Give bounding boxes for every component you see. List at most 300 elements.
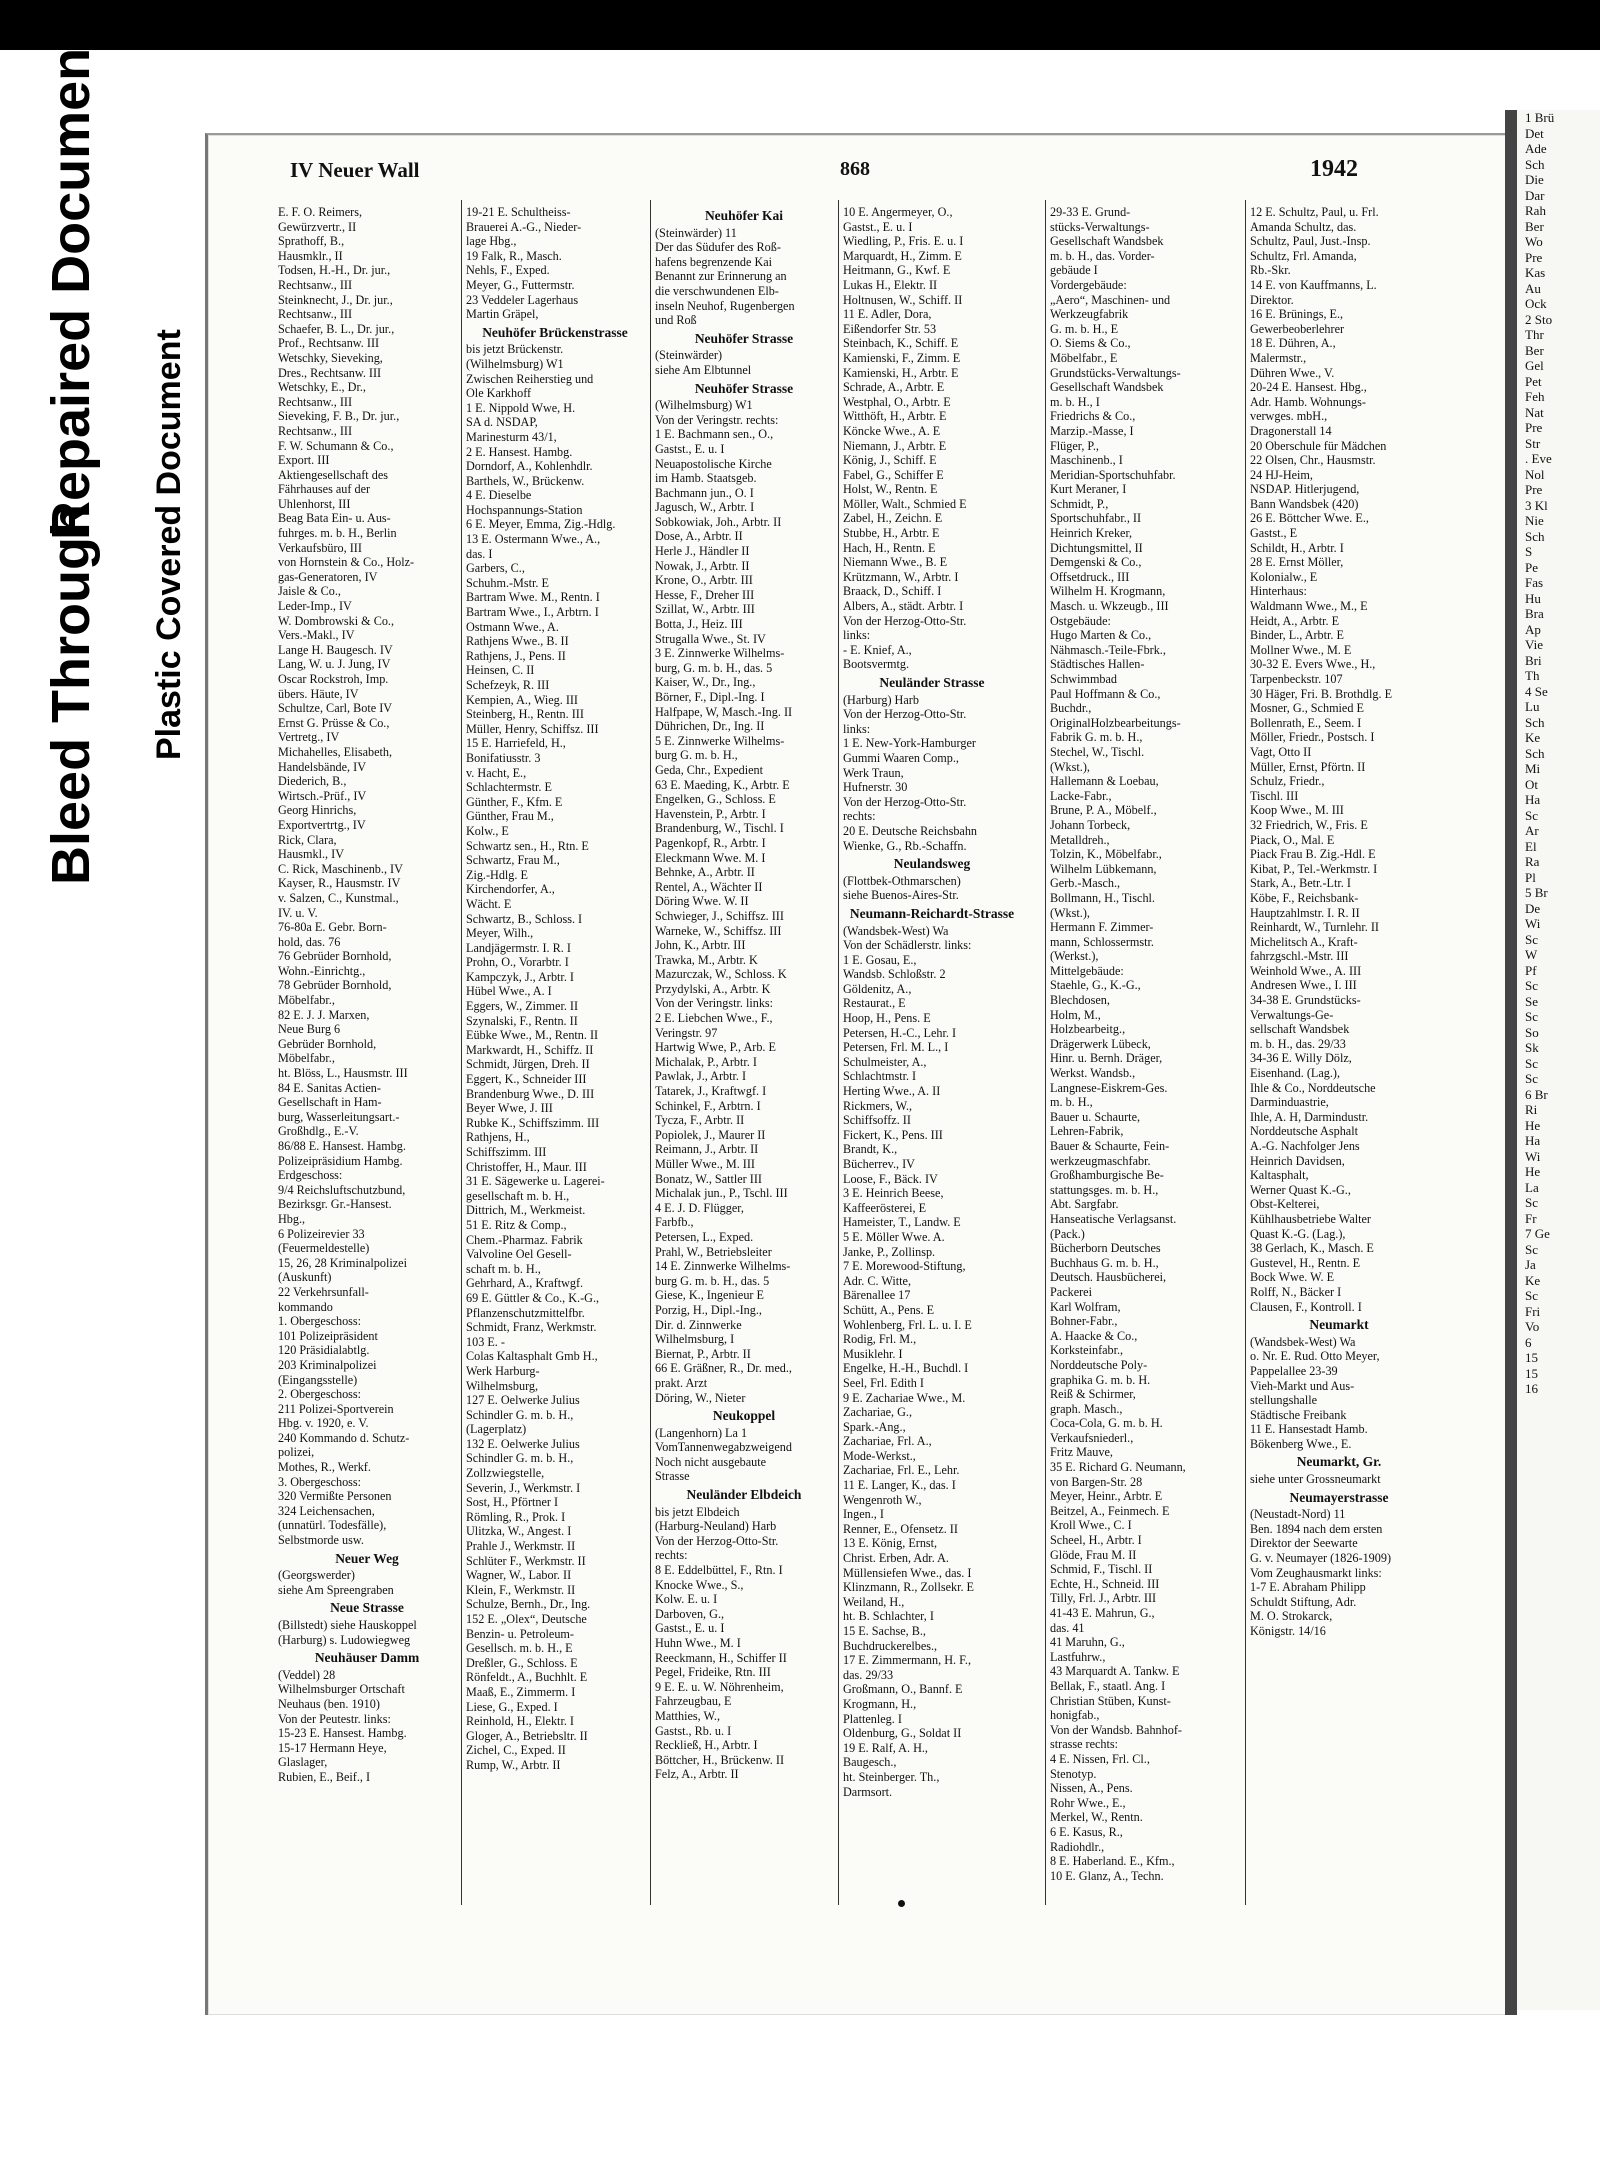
adjacent-page-line: Nat	[1525, 404, 1544, 420]
directory-entry-line: Ihle & Co., Norddeutsche	[1250, 1080, 1376, 1095]
directory-entry-line: Pagenkopf, R., Arbtr. I	[655, 835, 766, 850]
street-heading: Neuer Weg	[335, 1550, 399, 1566]
directory-entry-line: Kibat, P., Tel.-Werkmstr. I	[1250, 861, 1378, 876]
directory-entry-line: Radiohdlr.,	[1050, 1839, 1105, 1854]
directory-entry-line: Mosner, G., Schmied E	[1250, 701, 1364, 716]
directory-entry-line: Uhlenhorst, III	[278, 496, 351, 511]
directory-entry-line: Koop Wwe., M. III	[1250, 803, 1344, 818]
directory-entry-line: Von der Schädlerstr. links:	[843, 938, 972, 953]
directory-entry-line: Rechtsanw., III	[278, 394, 352, 409]
directory-entry-line: Bauer u. Schaurte,	[1050, 1109, 1141, 1124]
directory-entry-line: Rathjens, J., Pens. II	[466, 648, 566, 663]
directory-entry-line: Schiffsoffz. II	[843, 1113, 911, 1128]
column-rule	[461, 200, 462, 1905]
directory-entry-line: 26 E. Böttcher Wwe. E.,	[1250, 511, 1369, 526]
directory-entry-line: Janke, P., Zollinsp.	[843, 1244, 936, 1259]
directory-entry-line: Vieh-Markt und Aus-	[1250, 1378, 1355, 1393]
directory-entry-line: Schindler G. m. b. H.,	[466, 1451, 574, 1466]
directory-entry-line: O. Siems & Co.,	[1050, 336, 1131, 351]
directory-entry-line: Piack Frau B. Zig.-Hdl. E	[1250, 847, 1376, 862]
directory-entry-line: Lacke-Fabr.,	[1050, 788, 1112, 803]
adjacent-page-line: Sk	[1525, 1040, 1539, 1055]
directory-entry-line: Lastfuhrw.,	[1050, 1649, 1106, 1664]
adjacent-page-line: De	[1525, 900, 1541, 916]
directory-entry-line: schaft m. b. H.,	[466, 1261, 541, 1276]
directory-entry-line: 78 Gebrüder Bornhold,	[278, 978, 392, 993]
directory-entry-line: Schultze, Carl, Bote IV	[278, 701, 393, 716]
adjacent-page-line: 15	[1525, 1365, 1538, 1381]
directory-entry-line: Restaurat., E	[843, 996, 906, 1011]
adjacent-page-line: Wi	[1525, 916, 1541, 931]
directory-entry-line: 11 E. Hansestadt Hamb.	[1250, 1422, 1368, 1437]
directory-entry-line: Merkel, W., Rentn.	[1050, 1810, 1143, 1825]
directory-entry-line: Engelke, H.-H., Buchdl. I	[843, 1361, 969, 1376]
directory-entry-line: Eggert, K., Schneider III	[466, 1072, 587, 1087]
directory-entry-line: Neue Burg 6	[278, 1022, 341, 1037]
directory-entry-line: Gastst., E. u. I	[655, 441, 725, 456]
scan-border-top	[0, 0, 1600, 50]
adjacent-page-line: Pre	[1525, 420, 1543, 435]
directory-entry-line: Michalak jun., P., Tschl. III	[655, 1186, 788, 1201]
directory-entry-line: Tarpenbeckstr. 107	[1250, 672, 1343, 686]
directory-entry-line: Michelitsch A., Kraft-	[1250, 934, 1358, 949]
directory-entry-line: Hach, H., Rentn. E	[843, 540, 936, 555]
directory-entry-line: Popiolek, J., Maurer II	[655, 1127, 766, 1142]
directory-entry-line: Günther, F., Kfm. E	[466, 794, 563, 809]
directory-entry-line: Werk Harburg-	[466, 1363, 540, 1378]
directory-entry-line: Mothes, R., Werkf.	[278, 1460, 371, 1475]
directory-entry-line: Tischl. III	[1250, 788, 1299, 803]
directory-entry-line: Krützmann, W., Arbtr. I	[843, 569, 959, 584]
directory-entry-line: Lehren-Fabrik,	[1050, 1124, 1124, 1139]
directory-entry-line: (unnatürl. Todesfälle),	[278, 1518, 387, 1533]
directory-entry-line: Werkst. Wandsb.,	[1050, 1066, 1136, 1081]
directory-entry-line: Wengenroth W.,	[843, 1492, 922, 1507]
adjacent-page-line: Ar	[1525, 823, 1539, 838]
directory-entry-line: Schwartz, B., Schloss. I	[466, 911, 583, 926]
directory-entry-line: Bohner-Fabr.,	[1050, 1314, 1118, 1329]
adjacent-page-line: 4 Se	[1525, 683, 1548, 699]
directory-entry-line: Tycza, F., Arbtr. II	[655, 1113, 745, 1128]
directory-entry-line: Holzbearbeitg.,	[1050, 1022, 1126, 1037]
directory-entry-line: Neuapostolische Kirche	[655, 456, 772, 471]
directory-entry-line: Böttcher, H., Brückenw. II	[655, 1752, 785, 1767]
directory-entry-line: Trawka, M., Arbtr. K	[655, 952, 758, 967]
directory-entry-line: Holtnusen, W., Schiff. II	[843, 292, 963, 307]
adjacent-page-line: Die	[1525, 172, 1544, 187]
directory-entry-line: Hbg. v. 1920, e. V.	[278, 1416, 369, 1431]
directory-entry-line: 127 E. Oelwerke Julius	[466, 1393, 580, 1408]
adjacent-page-line: Sch	[1525, 714, 1545, 730]
directory-entry-line: Gloger, A., Betriebsltr. II	[466, 1728, 588, 1743]
directory-entry-line: Reckließ, H., Arbtr. I	[655, 1738, 758, 1753]
adjacent-page-line: Kas	[1525, 265, 1546, 280]
adjacent-page-line: Bra	[1525, 606, 1544, 621]
adjacent-page-line: Pre	[1525, 249, 1543, 265]
directory-entry-line: Mittelgebäude:	[1050, 963, 1124, 978]
directory-entry-line: Packerei	[1050, 1284, 1092, 1299]
directory-entry-line: Von der Veringstr. links:	[655, 996, 774, 1011]
directory-entry-line: Zig.-Hdlg. E	[466, 867, 528, 882]
directory-entry-line: Stechel, W., Tischl.	[1050, 744, 1145, 759]
directory-entry-line: Hallemann & Loebau,	[1050, 774, 1159, 789]
directory-entry-line: G. v. Neumayer (1826-1909)	[1250, 1551, 1392, 1566]
directory-entry-line: stattungsges. m. b. H.,	[1050, 1182, 1159, 1197]
adjacent-page-line: Ot	[1525, 776, 1538, 792]
directory-entry-line: burg, G. m. b. H., das. 5	[655, 660, 773, 675]
directory-entry-line: Bonatz, W., Sattler III	[655, 1171, 762, 1186]
section-title: IV Neuer Wall	[290, 158, 420, 182]
directory-entry-line: Gerb.-Masch.,	[1050, 876, 1121, 891]
street-heading: Neumann-Reichardt-Strasse	[849, 905, 1015, 921]
adjacent-page-line: Nol	[1525, 466, 1545, 482]
directory-entry-line: hafens begrenzende Kai	[655, 254, 773, 269]
adjacent-page-line: Det	[1525, 125, 1544, 141]
directory-entry-line: Der das Südufer des Roß-	[655, 240, 781, 255]
directory-entry-line: Schlüter F., Werkmstr. II	[466, 1553, 586, 1568]
directory-entry-line: Bärenallee 17	[843, 1288, 911, 1303]
directory-entry-line: Schulze, Bernh., Dr., Ing.	[466, 1597, 591, 1612]
directory-entry-line: Szillat, W., Arbtr. III	[655, 602, 755, 617]
directory-entry-line: 31 E. Sägewerke u. Lagerei-	[466, 1174, 605, 1189]
directory-entry-line: Dichtungsmittel, II	[1050, 540, 1143, 555]
directory-entry-line: Zachariae, Frl. A.,	[843, 1434, 932, 1449]
directory-entry-line: Huhn Wwe., M. I	[655, 1636, 741, 1650]
directory-entry-line: Petersen, L., Exped.	[655, 1229, 754, 1244]
directory-entry-line: Schrade, A., Arbtr. E	[843, 380, 945, 395]
adjacent-page-line: Ade	[1525, 141, 1547, 156]
directory-entry-line: Handelsbände, IV	[278, 759, 366, 774]
column-rule	[1245, 200, 1246, 1905]
directory-entry-line: Grundstücks-Verwaltungs-	[1050, 365, 1181, 380]
page-header	[290, 150, 1410, 186]
directory-entry-line: (Steinwärder) 11	[655, 225, 737, 240]
directory-entry-line: 28 E. Ernst Möller,	[1250, 555, 1344, 570]
directory-entry-line: Glöde, Frau M. II	[1050, 1547, 1137, 1562]
directory-entry-line: 32 Friedrich, W., Fris. E	[1250, 817, 1368, 832]
directory-entry-line: Städtisches Hallen-	[1050, 657, 1145, 672]
directory-entry-line: Export. III	[278, 453, 330, 468]
directory-entry-line: 15-23 E. Hansest. Hambg.	[278, 1726, 407, 1741]
ink-dot	[898, 1900, 905, 1907]
directory-entry-line: Musiklehr. I	[843, 1346, 903, 1361]
directory-entry-line: Oldenburg, G., Soldat II	[843, 1726, 962, 1741]
directory-entry-line: 20 E. Deutsche Reichsbahn	[843, 823, 978, 838]
directory-entry-line: Zabel, H., Zeichn. E	[843, 511, 943, 526]
directory-entry-line: Benzin- u. Petroleum-	[466, 1626, 574, 1641]
directory-entry-line: Schuhm.-Mstr. E	[466, 575, 549, 590]
directory-entry-line: Zwischen Reiherstieg und	[466, 371, 594, 386]
directory-entry-line: (Wkst.),	[1050, 759, 1090, 774]
adjacent-page-line: Vie	[1525, 637, 1543, 652]
directory-entry-line: lage Hbg.,	[466, 234, 517, 249]
directory-entry-line: Andresen Wwe., I. III	[1250, 978, 1357, 993]
directory-entry-line: Klinzmann, R., Zollsekr. E	[843, 1580, 974, 1595]
directory-entry-line: Hausmklr., II	[278, 248, 343, 263]
adjacent-page-line: Nie	[1525, 513, 1544, 528]
directory-entry-line: (Georgswerder)	[278, 1568, 355, 1583]
directory-entry-line: Hermann F. Zimmer-	[1050, 920, 1154, 935]
directory-entry-line: Pflanzenschutzmittelfbr.	[466, 1305, 585, 1320]
directory-entry-line: Hugo Marten & Co.,	[1050, 628, 1152, 643]
adjacent-page-line: He	[1525, 1117, 1541, 1133]
directory-entry-line: Quast K.-G. (Lag.),	[1250, 1226, 1346, 1241]
adjacent-page-line: Th	[1525, 668, 1540, 683]
directory-entry-line: 101 Polizeipräsident	[278, 1328, 378, 1343]
directory-entry-line: Pawlak, J., Arbtr. I	[655, 1069, 747, 1084]
adjacent-page-line: Sc	[1525, 1241, 1538, 1257]
directory-entry-line: Mazurczak, W., Schloss. K	[655, 967, 787, 982]
directory-entry-line: Kamienski, H., Arbtr. E	[843, 365, 959, 380]
directory-entry-line: Niemann, J., Arbtr. E	[843, 438, 947, 453]
directory-entry-line: Wetschky, E., Dr.,	[278, 380, 366, 395]
directory-entry-line: Schiffszimm. III	[466, 1145, 547, 1159]
directory-entry-line: Rönfeldt., A., Buchhlt. E	[466, 1670, 588, 1685]
directory-entry-line: Gustevel, H., Rentn. E	[1250, 1255, 1361, 1270]
directory-entry-line: Plattenleg. I	[843, 1711, 902, 1726]
adjacent-page-line: Hu	[1525, 590, 1541, 606]
directory-entry-line: Petersen, Frl. M. L., I	[843, 1040, 949, 1055]
directory-entry-line: Kühlhausbetriebe Walter	[1250, 1211, 1371, 1226]
directory-entry-line: Flüger, P.,	[1050, 438, 1099, 453]
column-4	[843, 205, 1021, 1905]
adjacent-page-line: Sc	[1525, 1009, 1538, 1024]
directory-entry-line: 211 Polizei-Sportverein	[278, 1401, 394, 1416]
adjacent-page-line: Sc	[1525, 931, 1538, 947]
directory-entry-line: Buchdruckerelbes.,	[843, 1638, 938, 1653]
directory-entry-line: Garbers, C.,	[466, 561, 525, 576]
directory-entry-line: Hochspannungs-Station	[466, 502, 583, 517]
directory-entry-line: burg G. m. b. H.,	[655, 748, 738, 763]
directory-entry-line: 20-24 E. Hansest. Hbg.,	[1250, 380, 1367, 395]
directory-entry-line: von Hornstein & Co., Holz-	[278, 555, 415, 570]
directory-entry-line: Pappelallee 23-39	[1250, 1363, 1338, 1378]
directory-entry-line: Petersen, H.-C., Lehr. I	[843, 1025, 957, 1040]
street-heading: Neuhäuser Damm	[314, 1650, 420, 1666]
adjacent-page-line: Bri	[1525, 652, 1542, 668]
directory-entry-line: (Harburg-Neuland) Harb	[655, 1519, 777, 1534]
directory-entry-line: Krogmann, H.,	[843, 1696, 917, 1711]
directory-entry-line: 43 Marquardt A. Tankw. E	[1050, 1664, 1180, 1679]
directory-entry-line: Exportvertrtg., IV	[278, 817, 366, 832]
directory-entry-line: Möbelfabr.,	[278, 1051, 335, 1066]
directory-entry-line: 1. Obergeschoss:	[278, 1314, 362, 1329]
directory-entry-line: Schlachtmstr. I	[843, 1069, 917, 1084]
directory-entry-line: Kampczyk, J., Arbtr. I	[466, 969, 574, 984]
directory-entry-line: und Roß	[655, 313, 697, 328]
directory-entry-line: Schefzeyk, R. III	[466, 678, 550, 692]
street-heading: Neuländer Strasse	[879, 675, 985, 690]
directory-entry-line: Von der Herzog-Otto-Str.	[843, 794, 967, 809]
directory-entry-line: Wilhelmsburg, I	[655, 1332, 735, 1347]
directory-entry-line: Gastst., E	[1250, 526, 1298, 541]
adjacent-page-line: Gel	[1525, 358, 1544, 373]
directory-entry-line: strasse rechts:	[1050, 1737, 1119, 1752]
directory-entry-line: Brandenburg Wwe., D. III	[466, 1086, 595, 1101]
directory-entry-line: Christ. Erben, Adr. A.	[843, 1551, 949, 1566]
directory-entry-line: Renner, E., Ofensetz. II	[843, 1521, 958, 1536]
directory-entry-line: Bartram Wwe. M., Rentn. I	[466, 590, 600, 605]
directory-entry-line: Kaffeerösterei, E	[843, 1200, 927, 1215]
adjacent-page-line: Sc	[1525, 978, 1538, 993]
directory-entry-line: 6 E. Meyer, Emma, Zig.-Hdlg.	[466, 517, 616, 532]
directory-entry-line: 240 Kommando d. Schutz-	[278, 1430, 410, 1445]
directory-entry-line: Wetschky, Sieveking,	[278, 350, 383, 365]
directory-entry-line: Ernst G. Prüsse & Co.,	[278, 715, 390, 730]
directory-entry-line: 120 Präsidialabtlg.	[278, 1343, 370, 1358]
directory-entry-line: G. m. b. H., E	[1050, 321, 1119, 336]
directory-entry-line: das. I	[466, 546, 493, 561]
directory-entry-line: Fährhauses auf der	[278, 482, 371, 497]
directory-entry-line: 1-7 E. Abraham Philipp	[1250, 1580, 1366, 1595]
directory-entry-line: Heinsen, C. II	[466, 663, 535, 678]
directory-entry-line: Dorndorf, A., Kohlenhdlr.	[466, 459, 593, 474]
directory-entry-line: Prohn, O., Vorarbtr. I	[466, 955, 569, 970]
directory-entry-line: Fritz Mauve,	[1050, 1445, 1113, 1460]
adjacent-page-line: Sch	[1525, 745, 1545, 761]
directory-entry-line: Friedrichs & Co.,	[1050, 409, 1136, 424]
directory-entry-line: Masch. u. Wkzeugb., III	[1050, 599, 1169, 614]
directory-entry-line: Nehls, F., Exped.	[466, 263, 550, 278]
directory-entry-line: hold, das. 76	[278, 934, 341, 949]
adjacent-page-line: Sc	[1525, 1071, 1538, 1086]
directory-entry-line: Hauptzahlmstr. I. R. II	[1250, 905, 1360, 920]
directory-entry-line: SA d. NSDAP,	[466, 415, 538, 430]
directory-entry-line: werkzeugmaschfabr.	[1050, 1153, 1151, 1168]
directory-entry-line: Todsen, H.-H., Dr. jur.,	[278, 263, 391, 278]
directory-entry-line: 12 E. Schultz, Paul, u. Frl.	[1250, 205, 1379, 219]
directory-entry-line: 1 E. Nippold Wwe, H.	[466, 400, 576, 415]
directory-entry-line: Hübel Wwe., A. I	[466, 984, 552, 999]
directory-entry-line: 4 E. Nissen, Frl. Cl.,	[1050, 1751, 1150, 1766]
directory-entry-line: Zachariae, Frl. E., Lehr.	[843, 1463, 960, 1478]
directory-entry-line: 7 E. Morewood-Stiftung,	[843, 1259, 966, 1274]
directory-entry-line: Müller, Henry, Schiffsz. III	[466, 721, 599, 736]
directory-entry-line: Paul Hoffmann & Co.,	[1050, 686, 1161, 701]
directory-entry-line: Ole Karkhoff	[466, 386, 532, 401]
directory-entry-line: Stubbe, H., Arbtr. E	[843, 526, 940, 541]
directory-entry-line: Herle J., Händler II	[655, 544, 750, 559]
directory-entry-line: NSDAP. Hitlerjugend,	[1250, 482, 1360, 497]
directory-entry-line: Polizeipräsidium Hambg.	[278, 1153, 403, 1168]
directory-entry-line: graph. Masch.,	[1050, 1401, 1123, 1416]
directory-entry-line: polizei,	[278, 1445, 315, 1460]
directory-entry-line: burg, Wasserleitungsart.-	[278, 1109, 400, 1124]
directory-entry-line: Bezirksgr. Gr.-Hansest.	[278, 1197, 392, 1212]
directory-entry-line: Wilhelm Lübkemann,	[1050, 861, 1157, 876]
adjacent-page-line: Ra	[1525, 854, 1540, 869]
directory-entry-line: Heinrich Davidsen,	[1250, 1153, 1345, 1168]
directory-entry-line: Schmidt, P.,	[1050, 496, 1109, 511]
directory-entry-line: Korksteinfabr.,	[1050, 1343, 1124, 1358]
adjacent-page-line: So	[1525, 1024, 1539, 1040]
directory-entry-line: Piack, O., Mal. E	[1250, 832, 1335, 847]
directory-entry-line: Sprathoff, B.,	[278, 234, 345, 249]
directory-entry-line: Kolw. E. u. I	[655, 1592, 718, 1607]
directory-entry-line: 10 E. Angermeyer, O.,	[843, 205, 953, 219]
directory-entry-line: Staehle, G., K.-G.,	[1050, 978, 1141, 993]
directory-entry-line: Kayser, R., Hausmstr. IV	[278, 876, 401, 891]
directory-entry-line: Adr. Hamb. Wohnungs-	[1250, 394, 1366, 409]
directory-entry-line: Noch nicht ausgebaute	[655, 1454, 767, 1469]
directory-entry-line: Rb.-Skr.	[1250, 263, 1291, 278]
directory-entry-line: Steinknecht, J., Dr. jur.,	[278, 292, 393, 307]
directory-entry-line: Marinesturm 43/1,	[466, 429, 557, 444]
repaired-document-label: Repaired Document	[41, 29, 101, 540]
directory-entry-line: Glaslager,	[278, 1755, 328, 1770]
directory-entry-line: Möller, Friedr., Postsch. I	[1250, 730, 1375, 745]
directory-entry-line: 8 E. Eddelbüttel, F., Rtn. I	[655, 1563, 783, 1578]
directory-entry-line: Reimann, J., Arbtr. II	[655, 1142, 759, 1157]
directory-entry-line: Dir. d. Zinnwerke	[655, 1317, 742, 1332]
directory-entry-line: mann, Schlossermstr.	[1050, 934, 1154, 949]
directory-entry-line: Möbelfabr., E	[1050, 350, 1118, 365]
directory-entry-line: „Aero“, Maschinen- und	[1050, 292, 1171, 307]
directory-entry-line: Bonifatiusstr. 3	[466, 750, 541, 765]
directory-entry-line: Fabel, G., Schiffer E	[843, 467, 944, 482]
directory-entry-line: Reeckmann, H., Schiffer II	[655, 1650, 787, 1665]
directory-entry-line: Von der Wandsb. Bahnhof-	[1050, 1722, 1182, 1737]
directory-entry-line: Georg Hinrichs,	[278, 803, 357, 818]
directory-entry-line: Bootsvermtg.	[843, 657, 910, 672]
directory-entry-line: Hinterhaus:	[1250, 584, 1307, 599]
adjacent-page-fragment	[1517, 110, 1600, 2010]
directory-entry-line: 15 E. Harriefeld, H.,	[466, 736, 566, 751]
directory-entry-line: 16 E. Brünings, E.,	[1250, 307, 1344, 322]
adjacent-page-line: Thr	[1525, 327, 1544, 342]
directory-entry-line: Jaisle & Co.,	[278, 584, 341, 599]
directory-entry-line: 13 E. Ostermann Wwe., A.,	[466, 532, 601, 547]
directory-entry-line: 19-21 E. Schultheiss-	[466, 205, 571, 219]
directory-entry-line: Beag Bata Ein- u. Aus-	[278, 511, 391, 526]
adjacent-page-line: Ock	[1525, 296, 1547, 311]
directory-entry-line: Ingen., I	[843, 1507, 884, 1522]
directory-entry-line: Schwartz, Frau M.,	[466, 853, 560, 868]
directory-entry-line: Reinhardt, W., Turnlehr. II	[1250, 920, 1379, 935]
directory-entry-line: 6 E. Kasus, R.,	[1050, 1824, 1123, 1839]
directory-entry-line: Langnese-Eiskrem-Ges.	[1050, 1080, 1168, 1095]
directory-entry-line: Von der Herzog-Otto-Str.	[843, 613, 967, 628]
directory-entry-line: Hartwig Wwe, P., Arb. E	[655, 1040, 776, 1055]
directory-entry-line: Lukas H., Elektr. II	[843, 277, 938, 292]
directory-entry-line: Bücherborn Deutsches	[1050, 1241, 1161, 1256]
directory-entry-line: (Wilhelmsburg) W1	[655, 398, 753, 413]
directory-entry-line: Steinberg, H., Rentn. III	[466, 707, 584, 722]
directory-entry-line: Engelken, G., Schloss. E	[655, 792, 776, 807]
adjacent-page-line: W	[1525, 947, 1538, 962]
directory-entry-line: Obst-Kelterei,	[1250, 1197, 1320, 1212]
directory-entry-line: W. Dombrowski & Co.,	[278, 613, 395, 628]
directory-entry-line: (Werkst.),	[1050, 949, 1099, 964]
directory-entry-line: Rathjens, H.,	[466, 1130, 530, 1145]
directory-entry-line: (Langenhorn) La 1	[655, 1425, 748, 1440]
directory-entry-line: Marquardt, H., Zimm. E	[843, 248, 962, 263]
directory-entry-line: 30 Häger, Fri. B. Brothdlg. E	[1250, 686, 1393, 701]
directory-entry-line: Günther, Frau M.,	[466, 809, 554, 824]
directory-entry-line: Bartram Wwe., I., Arbtrn. I	[466, 605, 599, 620]
directory-entry-line: Verkaufsbüro, III	[278, 540, 362, 555]
directory-entry-line: Direktor der Seewarte	[1250, 1536, 1358, 1551]
directory-entry-line: Buchdr.,	[1050, 701, 1092, 716]
adjacent-page-line: 7 Ge	[1525, 1226, 1550, 1241]
directory-entry-line: 51 E. Ritz & Comp.,	[466, 1217, 567, 1232]
directory-entry-line: Szynalski, F., Rentn. II	[466, 1013, 578, 1028]
directory-entry-line: Giese, K., Ingenieur E	[655, 1288, 764, 1303]
directory-entry-line: Rolff, N., Bäcker I	[1250, 1284, 1342, 1299]
adjacent-page-line: Feh	[1525, 389, 1545, 404]
directory-entry-line: Behnke, A., Arbtr. II	[655, 865, 755, 880]
directory-entry-line: 19 E. Ralf, A. H.,	[843, 1740, 928, 1755]
